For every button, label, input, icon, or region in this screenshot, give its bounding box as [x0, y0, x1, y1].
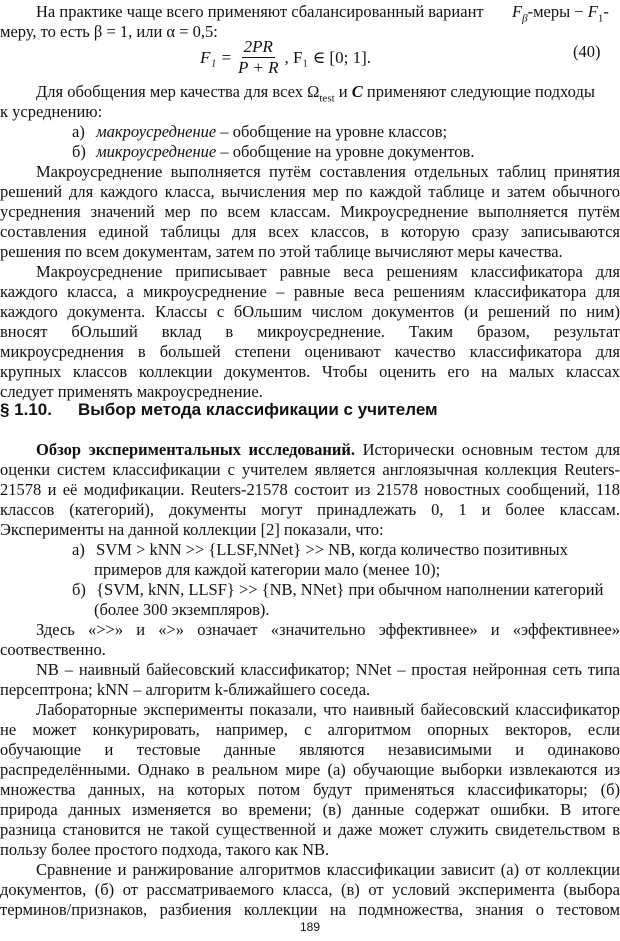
- term-micro: микроусреднение: [96, 142, 217, 161]
- list-marker: а): [72, 122, 85, 141]
- formula-40: [200, 37, 371, 78]
- section-number: § 1.10.: [0, 400, 52, 419]
- text-line: Макроусреднение приписывает равные веса решениям классификатора для: [36, 262, 620, 281]
- equation-number: (40): [573, 42, 601, 61]
- text-line: Сравнение и ранжирование алгоритмов классификации зависит (а) от коллекции: [36, 860, 620, 879]
- term-macro: макроусреднение: [96, 122, 217, 141]
- list-item-continuation: (более 300 экземпляров).: [94, 600, 270, 619]
- text-line: решения по всем документам, затем по этой таблице вычисляют меры качества.: [0, 242, 563, 261]
- text-line: пользу более простого подхода, такого как NB.: [0, 840, 330, 859]
- text-line: терминов/признаков, разбиения коллекции на подмножества, знания о тестовом: [0, 900, 620, 919]
- text-line: Лабораторные эксперименты показали, что наивный байесовский классификатор: [36, 700, 620, 719]
- section-heading: [0, 400, 438, 420]
- list-item-exp-a: [72, 540, 568, 560]
- text-line: множества данных, на которых потом будут применяться классификаторы; (б): [0, 780, 620, 799]
- text-line: следует применять макроусреднение.: [0, 382, 263, 401]
- text-line: усреднения значений мер по всем классам. Микроусреднение выполняется путём: [0, 202, 620, 221]
- list-item-micro: [72, 142, 474, 162]
- text-line: На практике чаще всего применяют сбалансированный вариант: [36, 2, 484, 21]
- text-line: [36, 440, 620, 460]
- list-item-exp-b: [72, 580, 603, 600]
- text-line: персептрона; kNN – алгоритм k-ближайшего соседа.: [0, 680, 371, 699]
- list-item-text: – обобщение на уровне документов.: [216, 142, 475, 161]
- formula-numerator: 2PR: [243, 37, 273, 56]
- text-line: крупных классов коллекции документов. Чтобы оценить его на малых классах: [0, 362, 620, 381]
- text-line: природа данных изменяется во времени; (в) данные содержат ошибки. В итоге: [0, 800, 620, 819]
- text-line: решений для каждого класса, вычисления мер по каждой таблице и затем обычного: [0, 182, 620, 201]
- text-line: меру, то есть β = 1, или α = 0,5:: [0, 22, 218, 41]
- text-line-math: $F_\beta$-меры − $F_1-$: [512, 2, 609, 25]
- formula-fraction: [236, 37, 280, 78]
- text-line: составления единой таблицы для всех классов, в которую сразу записываются: [0, 222, 620, 241]
- text-line: документов, (б) от рассматриваемого класса, (в) от условий эксперимента (выбора: [0, 880, 620, 899]
- text-line: вносят бОльший вклад в микроусреднение. Таким бразом, результат: [0, 322, 620, 341]
- page-number: 189: [299, 920, 321, 934]
- list-marker: б): [72, 142, 86, 161]
- text-line: соотвественно.: [0, 640, 106, 659]
- list-item-continuation: примеров для каждой категории мало (менее 10);: [94, 560, 441, 579]
- text-line: обучающие и тестовые данные являются независимыми и одинаково: [0, 740, 620, 759]
- text-line: Эксперименты на данной коллекции [2] показали, что:: [0, 520, 384, 539]
- text-line: каждого документа. Классы с бОльшим числом документов (и решений по ним): [0, 302, 620, 321]
- text-line: Для обобщения мер качества для всех $\Omega_{test}$ и C применяют следующие подходы: [36, 82, 595, 105]
- text-line: 21578 и её модификации. Reuters-21578 состоит из 21578 новостных сообщений, 118: [0, 480, 620, 499]
- bold-lead: Обзор экспериментальных исследований.: [36, 440, 356, 459]
- text-span: Исторически основным тестом для: [355, 440, 620, 459]
- text-line: каждого класса, а микроусреднение – равные веса решениям классификатора для: [0, 282, 620, 301]
- list-item-text: {SVM, kNN, LLSF} >> {NB, NNet} при обычном наполнении категорий: [96, 580, 604, 599]
- list-item-text: – обобщение на уровне классов;: [216, 122, 448, 141]
- list-item-macro: [72, 122, 447, 142]
- text-line: Здесь «>>» и «>» означает «значительно эффективнее» и «эффективнее»: [36, 620, 620, 639]
- formula-rhs: , F₁ ∈ [0; 1].: [284, 47, 371, 67]
- text-line: оценки систем классификации с учителем является англоязычная коллекция Reuters-: [0, 460, 620, 479]
- text-line: NB – наивный байесовский классификатор; NNet – простая нейронная сеть типа: [36, 660, 620, 679]
- list-marker: а): [72, 540, 85, 559]
- list-item-text: SVM > kNN >> {LLSF,NNet} >> NB, когда количество позитивных: [96, 540, 568, 559]
- list-marker: б): [72, 580, 86, 599]
- text-line: классов (категорий), документы могут принадлежать 0, 1 и более классам.: [0, 500, 620, 519]
- formula-lhs: F₁ =: [200, 47, 233, 67]
- text-line: разница становится не такой существенной и даже может служить свидетельством в: [0, 820, 620, 839]
- section-title: Выбор метода классификации с учителем: [78, 400, 438, 419]
- text-line: Макроусреднение выполняется путём составления отдельных таблиц принятия: [36, 162, 620, 181]
- text-line: к усреднению:: [0, 102, 103, 121]
- text-line: распределёнными. Однако в реальном мире (а) обучающие выборки извлекаются из: [0, 760, 620, 779]
- formula-denominator: P + R: [238, 58, 279, 77]
- text-line: не может конкурировать, например, с алгоритмом опорных векторов, если: [0, 720, 620, 739]
- text-line: микроусреднения в большей степени оценивают качество классификатора для: [0, 342, 620, 361]
